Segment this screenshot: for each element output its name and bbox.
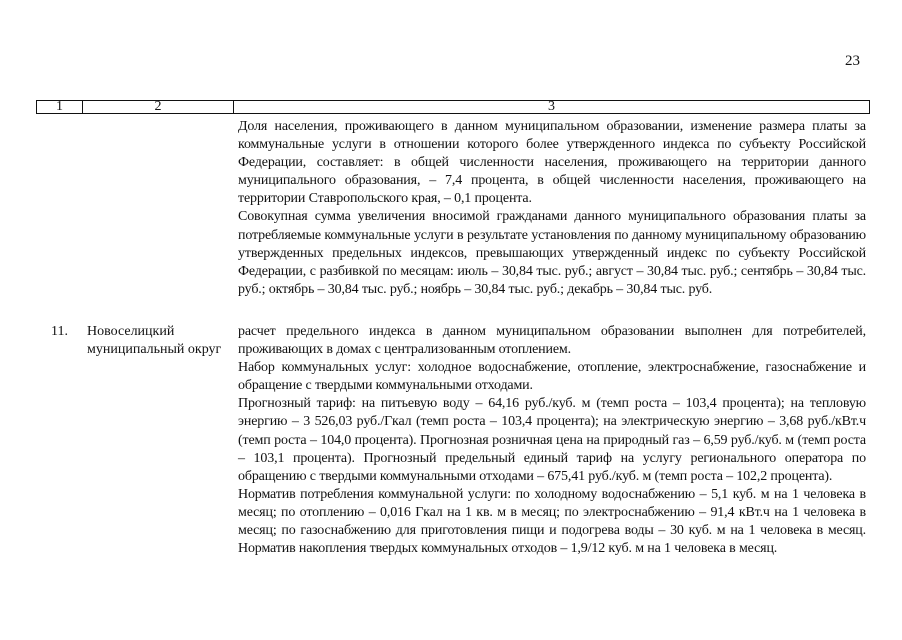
paragraph: Прогнозный тариф: на питьевую воду – 64,16 руб./куб. м (темп роста – 103,4 процента); на тепловую энергию – 3 526,03 руб./Гкал (темп роста – 103,4 процента); на электрическую энергию – 3,68 руб./кВт.ч (темп роста – 104,0 процента). Прогнозная розничная цена на природный газ – 6,59 руб./куб. м (темп роста – 103,1 процента). Прогнозный предельный единый тариф на услугу регионального оператора по обращению с твердыми коммунальными отходами – 675,41 руб./куб. м (темп роста – 102,2 процента). (238, 396, 866, 484)
paragraph: Набор коммунальных услуг: холодное водоснабжение, отопление, электроснабжение, газоснабжение и обращение с твердыми коммунальными отходами. (238, 360, 866, 394)
municipality-name: Новоселицкий муниципальный округ (87, 324, 222, 358)
paragraph: Норматив потребления коммунальной услуги: по холодному водоснабжению – 5,1 куб. м на 1 человека в месяц; по отоплению – 0,016 Гкал на 1 кв. м в месяц; по электроснабжению – 91,4 кВт.ч на 1 человека в месяц; по газоснабжению для приготовления пищи и подогрева воды – 30 куб. м на 1 человека в месяц. Норматив накопления твердых коммунальных отходов – 1,9/12 куб. м на 1 человека в месяц. (238, 486, 866, 557)
entry-11-text (238, 323, 866, 558)
paragraph: Совокупная сумма увеличения вносимой гражданами данного муниципального образования платы за потребляемые коммунальные услуги в результате установления по данному муниципальному образованию утвержденных предельных индексов, превышающих утвержденный индекс по субъекту Российской Федерации, с разбивкой по месяцам: июль – 30,84 тыс. руб.; август – 30,84 тыс. руб.; сентябрь – 30,84 тыс. руб.; октябрь – 30,84 тыс. руб.; ноябрь – 30,84 тыс. руб.; декабрь – 30,84 тыс. руб. (238, 209, 866, 297)
table-header-row (36, 100, 870, 114)
page-number: 23 (845, 53, 860, 69)
paragraph: Доля населения, проживающего в данном муниципальном образовании, изменение размера платы за коммунальные услуги в отношении которого более утвержденного индекса по субъекту Российской Федерации, составляет: в общей численности населения, проживающего на территории данного муниципального образования, – 7,4 процента, в общей численности населения, проживающего на территории Ставропольского края, – 0,1 процента. (238, 119, 866, 207)
header-cell-1: 1 (56, 99, 63, 114)
paragraph: расчет предельного индекса в данном муниципальном образовании выполнен для потребителей, проживающих в домах с централизованным отоплением. (238, 324, 866, 358)
header-cell-3: 3 (233, 101, 869, 113)
entry-number: 11. (51, 324, 68, 339)
continued-entry-text (238, 118, 866, 299)
header-cell-2: 2 (82, 101, 233, 113)
